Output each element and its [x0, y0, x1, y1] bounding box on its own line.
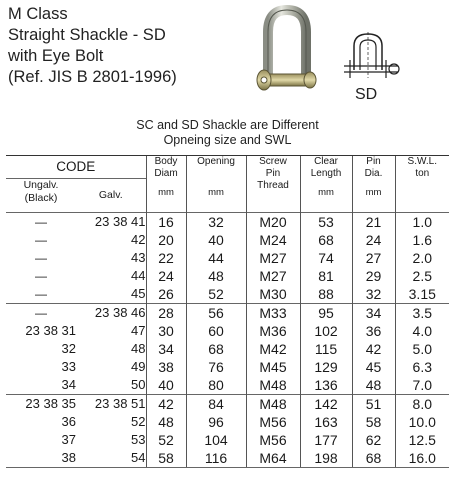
cell-ungalv-code: — [35, 233, 47, 247]
cell-screw-pin-thread: M33 [246, 304, 300, 323]
cell-ungalv-code: — [35, 287, 47, 301]
table-row [6, 267, 449, 285]
col-header-screw-pin-thread: Screw Pin Thread [246, 156, 300, 213]
cell-galv-code: 54 [76, 449, 146, 468]
cell-clear-length: 74 [300, 249, 352, 267]
note-line: Opneing size and SWL [163, 133, 292, 147]
col-header-swl: S.W.L. ton [395, 156, 449, 213]
cell-body-diam: 24 [146, 267, 186, 285]
table-row [6, 413, 449, 431]
title-line: M Class [8, 5, 68, 23]
cell-galv-code: 48 [131, 341, 146, 356]
table-row [6, 358, 449, 376]
cell-screw-pin-thread: M36 [246, 322, 300, 340]
cell-clear-length: 102 [300, 322, 352, 340]
cell-pin-dia: 27 [352, 249, 395, 267]
cell-body-diam: 58 [146, 449, 186, 468]
cell-opening: 116 [186, 449, 246, 468]
cell-galv-code: 23 38 41 [76, 213, 146, 232]
title-line: with Eye Bolt [8, 47, 104, 65]
cell-body-diam: 52 [146, 431, 186, 449]
cell-clear-length: 88 [300, 285, 352, 304]
cell-body-diam: 34 [146, 340, 186, 358]
cell-swl: 3.15 [395, 285, 449, 304]
cell-screw-pin-thread: M48 [246, 376, 300, 395]
cell-swl: 1.6 [395, 231, 449, 249]
title-line: Straight Shackle - SD [8, 26, 166, 44]
cell-galv-code: 47 [131, 323, 146, 338]
table-row [6, 249, 449, 267]
cell-opening: 80 [186, 376, 246, 395]
cell-ungalv-code: 34 [61, 377, 76, 392]
cell-galv-code: 42 [131, 232, 146, 247]
cell-pin-dia: 42 [352, 340, 395, 358]
cell-clear-length: 53 [300, 213, 352, 232]
cell-swl: 2.0 [395, 249, 449, 267]
cell-ungalv-code: — [35, 269, 47, 283]
cell-pin-dia: 34 [352, 304, 395, 323]
cell-galv-code: 43 [131, 250, 146, 265]
cell-opening: 48 [186, 267, 246, 285]
cell-screw-pin-thread: M56 [246, 413, 300, 431]
cell-galv-code: 23 38 46 [76, 304, 146, 323]
cell-opening: 96 [186, 413, 246, 431]
cell-clear-length: 136 [300, 376, 352, 395]
cell-galv-code: 44 [131, 268, 146, 283]
cell-opening: 44 [186, 249, 246, 267]
galv-header: Galv. [76, 179, 146, 213]
cell-clear-length: 142 [300, 395, 352, 414]
cell-galv-code: 50 [131, 377, 146, 392]
cell-screw-pin-thread: M48 [246, 395, 300, 414]
cell-screw-pin-thread: M45 [246, 358, 300, 376]
cell-ungalv-code: — [35, 251, 47, 265]
table-row [6, 449, 449, 468]
cell-opening: 40 [186, 231, 246, 249]
cell-ungalv-code: 38 [6, 449, 76, 468]
cell-body-diam: 28 [146, 304, 186, 323]
note-line: SC and SD Shackle are Different [136, 118, 319, 132]
cell-pin-dia: 68 [352, 449, 395, 468]
cell-clear-length: 198 [300, 449, 352, 468]
cell-galv-code: 53 [131, 432, 146, 447]
table-row [6, 231, 449, 249]
cell-swl: 12.5 [395, 431, 449, 449]
cell-opening: 68 [186, 340, 246, 358]
cell-ungalv-code: 37 [61, 432, 76, 447]
cell-clear-length: 177 [300, 431, 352, 449]
cell-screw-pin-thread: M27 [246, 267, 300, 285]
table-row [6, 213, 449, 232]
cell-galv-code: 23 38 51 [76, 395, 146, 414]
cell-screw-pin-thread: M27 [246, 249, 300, 267]
table-row [6, 395, 449, 414]
title-line: (Ref. JIS B 2801-1996) [8, 68, 177, 86]
cell-opening: 104 [186, 431, 246, 449]
cell-screw-pin-thread: M20 [246, 213, 300, 232]
col-header-pin-dia: Pin Dia. mm [352, 156, 395, 213]
cell-body-diam: 30 [146, 322, 186, 340]
cell-opening: 32 [186, 213, 246, 232]
cell-clear-length: 68 [300, 231, 352, 249]
cell-ungalv-code: 33 [61, 359, 76, 374]
cell-clear-length: 81 [300, 267, 352, 285]
cell-opening: 52 [186, 285, 246, 304]
cell-body-diam: 38 [146, 358, 186, 376]
cell-screw-pin-thread: M64 [246, 449, 300, 468]
cell-ungalv-code: 23 38 31 [25, 323, 76, 338]
cell-ungalv-code: — [6, 304, 76, 323]
table-row [6, 376, 449, 395]
cell-body-diam: 22 [146, 249, 186, 267]
cell-body-diam: 48 [146, 413, 186, 431]
cell-pin-dia: 45 [352, 358, 395, 376]
cell-pin-dia: 51 [352, 395, 395, 414]
col-header-opening: Opening mm [186, 156, 246, 213]
cell-screw-pin-thread: M56 [246, 431, 300, 449]
cell-clear-length: 163 [300, 413, 352, 431]
cell-swl: 6.3 [395, 358, 449, 376]
cell-body-diam: 26 [146, 285, 186, 304]
cell-pin-dia: 21 [352, 213, 395, 232]
cell-ungalv-code: 36 [61, 414, 76, 429]
cell-body-diam: 20 [146, 231, 186, 249]
table-row [6, 304, 449, 323]
cell-ungalv-code: — [6, 213, 76, 232]
cell-pin-dia: 29 [352, 267, 395, 285]
cell-swl: 10.0 [395, 413, 449, 431]
cell-swl: 16.0 [395, 449, 449, 468]
cell-screw-pin-thread: M24 [246, 231, 300, 249]
cell-swl: 1.0 [395, 213, 449, 232]
shackle-drawing-icon [340, 30, 404, 80]
cell-body-diam: 16 [146, 213, 186, 232]
cell-body-diam: 42 [146, 395, 186, 414]
cell-pin-dia: 36 [352, 322, 395, 340]
table-body [6, 213, 449, 468]
cell-pin-dia: 32 [352, 285, 395, 304]
code-header: CODE [6, 156, 146, 179]
table-row [6, 431, 449, 449]
cell-swl: 3.5 [395, 304, 449, 323]
specification-table [6, 155, 449, 468]
shackle-photo-icon [256, 4, 318, 108]
cell-pin-dia: 48 [352, 376, 395, 395]
cell-swl: 2.5 [395, 267, 449, 285]
col-header-clear-length: Clear Length mm [300, 156, 352, 213]
figure-label: SD [355, 86, 378, 103]
cell-ungalv-code: 32 [61, 341, 76, 356]
col-header-body-diam: Body Diam mm [146, 156, 186, 213]
cell-opening: 60 [186, 322, 246, 340]
cell-pin-dia: 62 [352, 431, 395, 449]
cell-screw-pin-thread: M30 [246, 285, 300, 304]
cell-body-diam: 40 [146, 376, 186, 395]
cell-galv-code: 49 [131, 359, 146, 374]
table-row [6, 322, 449, 340]
cell-pin-dia: 24 [352, 231, 395, 249]
cell-opening: 56 [186, 304, 246, 323]
cell-swl: 4.0 [395, 322, 449, 340]
cell-clear-length: 115 [300, 340, 352, 358]
ungalv-header: Ungalv. (Black) [6, 179, 76, 213]
cell-clear-length: 95 [300, 304, 352, 323]
cell-swl: 5.0 [395, 340, 449, 358]
cell-swl: 7.0 [395, 376, 449, 395]
table-row [6, 285, 449, 304]
cell-galv-code: 52 [131, 414, 146, 429]
title-block [8, 4, 177, 88]
cell-screw-pin-thread: M42 [246, 340, 300, 358]
cell-galv-code: 45 [131, 286, 146, 301]
cell-clear-length: 129 [300, 358, 352, 376]
table-row [6, 340, 449, 358]
cell-pin-dia: 58 [352, 413, 395, 431]
cell-opening: 84 [186, 395, 246, 414]
cell-swl: 8.0 [395, 395, 449, 414]
cell-ungalv-code: 23 38 35 [6, 395, 76, 414]
cell-opening: 76 [186, 358, 246, 376]
